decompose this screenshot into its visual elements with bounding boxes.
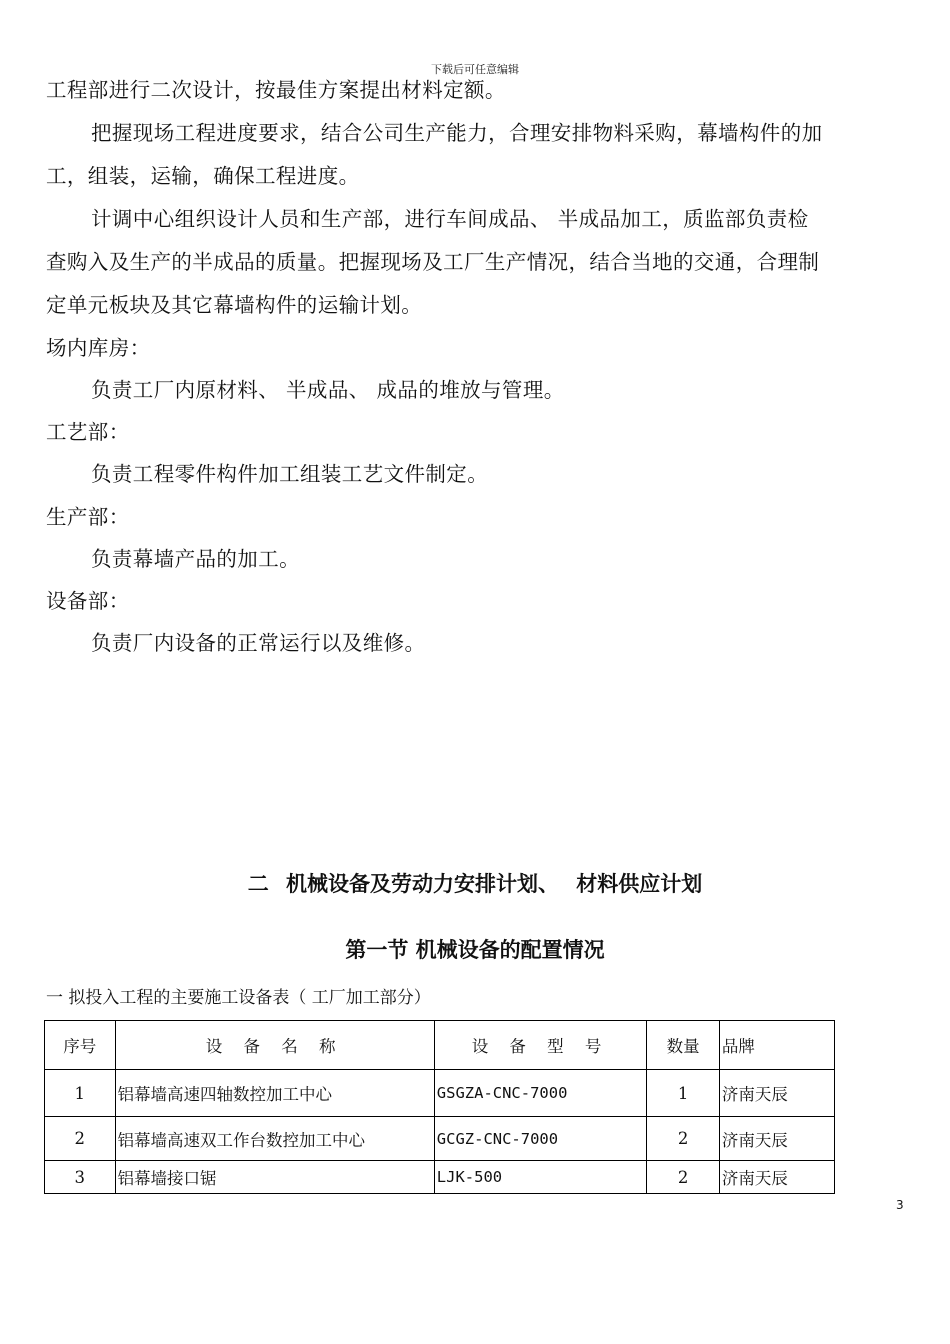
watermark-text: 下载后可任意编辑 [431,63,519,76]
cell-serial-number: 1 [45,1070,116,1117]
cell-equipment-model: GSGZA-CNC-7000 [434,1070,647,1117]
paragraph-line: 计调中心组织设计人员和生产部，进行车间成品、 半成品加工，质监部负责检 [91,207,809,231]
department-description: 负责工程零件构件加工组装工艺文件制定。 [91,462,489,486]
department-heading: 工艺部： [46,420,130,444]
table-row [45,1070,835,1117]
cell-brand: 济南天辰 [719,1161,834,1194]
header-serial-number: 序号 [45,1021,116,1070]
department-description: 负责幕墙产品的加工。 [91,547,300,571]
cell-quantity: 2 [647,1117,720,1161]
cell-quantity: 1 [647,1070,720,1117]
paragraph-line: 定单元板块及其它幕墙构件的运输计划。 [46,293,423,317]
cell-quantity: 2 [647,1161,720,1194]
table-header-row [45,1021,835,1070]
page-number: 3 [896,1198,904,1212]
table-row [45,1117,835,1161]
header-quantity: 数量 [647,1021,720,1070]
paragraph-line: 工程部进行二次设计，按最佳方案提出材料定额。 [46,78,506,102]
header-equipment-name: 设 备 名 称 [115,1021,434,1070]
cell-serial-number: 3 [45,1161,116,1194]
equipment-table [44,1020,835,1194]
cell-equipment-name: 铝幕墙高速四轴数控加工中心 [115,1070,434,1117]
section-title: 第一节 机械设备的配置情况 [345,938,605,962]
cell-equipment-name: 铝幕墙接口锯 [115,1161,434,1194]
department-heading: 设备部： [46,589,130,613]
cell-brand: 济南天辰 [719,1070,834,1117]
chapter-title: 二 机械设备及劳动力安排计划、 材料供应计划 [247,872,703,896]
department-heading: 生产部： [46,505,130,529]
paragraph-line: 查购入及生产的半成品的质量。把握现场及工厂生产情况，结合当地的交通，合理制 [46,250,820,274]
header-brand: 品牌 [719,1021,834,1070]
department-description: 负责工厂内原材料、 半成品、 成品的堆放与管理。 [91,378,565,402]
paragraph-line: 把握现场工程进度要求，结合公司生产能力，合理安排物料采购，幕墙构件的加 [91,121,823,145]
cell-equipment-name: 铝幕墙高速双工作台数控加工中心 [115,1117,434,1161]
paragraph-line: 工，组装，运输，确保工程进度。 [46,164,360,188]
cell-brand: 济南天辰 [719,1117,834,1161]
table-caption: 一 拟投入工程的主要施工设备表（ 工厂加工部分） [46,988,431,1008]
cell-equipment-model: LJK-500 [434,1161,647,1194]
header-equipment-model: 设 备 型 号 [434,1021,647,1070]
department-description: 负责厂内设备的正常运行以及维修。 [91,631,426,655]
cell-serial-number: 2 [45,1117,116,1161]
department-heading: 场内库房： [46,336,151,360]
cell-equipment-model: GCGZ-CNC-7000 [434,1117,647,1161]
table-row [45,1161,835,1194]
